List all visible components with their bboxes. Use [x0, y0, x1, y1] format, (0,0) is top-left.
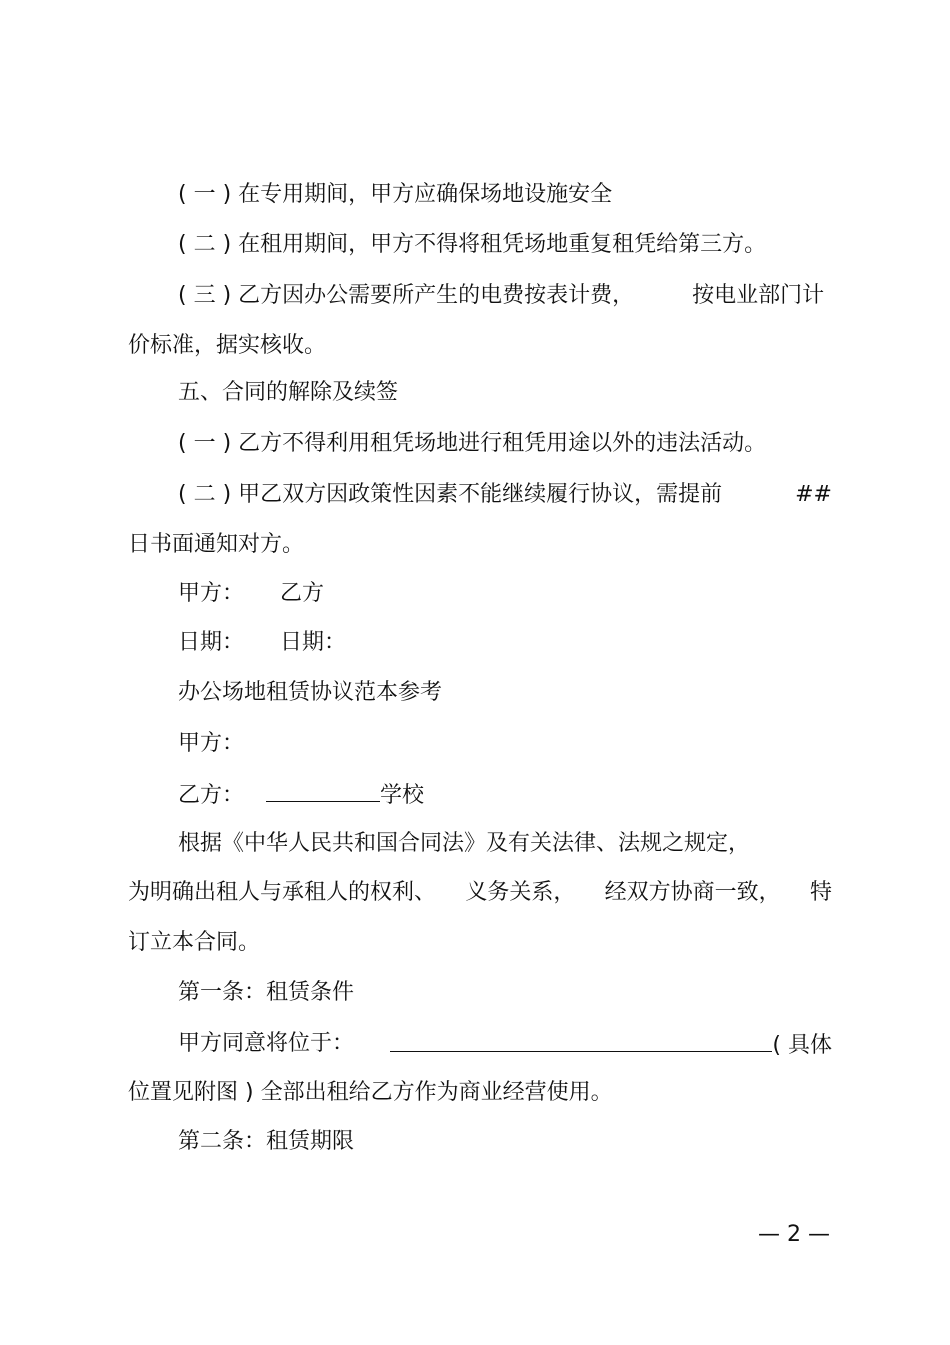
- article-1-continuation: 位置见附图 ) 全部出租给乙方作为商业经营使用。: [128, 1080, 613, 1105]
- signature-date-a: 日期：: [178, 630, 245, 655]
- clause-3-part-b: 按电业部门计: [692, 283, 825, 308]
- section-5-item-2-text: ( 二 ) 甲乙双方因政策性因素不能继续履行协议，需提前: [178, 482, 723, 507]
- page-number: — 2 —: [758, 1222, 830, 1247]
- agreement-title: 办公场地租赁协议范本参考: [178, 680, 443, 705]
- signature-party-b: 乙方: [280, 581, 325, 606]
- signature-date-b: 日期：: [280, 630, 347, 655]
- agreement-party-a: 甲方：: [178, 731, 245, 756]
- clause-3-part-a: ( 三 ) 乙方因办公需要所产生的电费按表计费，: [178, 283, 635, 308]
- clause-1: ( 一 ) 在专用期间，甲方应确保场地设施安全: [178, 182, 613, 207]
- preamble-part-3: 经双方协商一致，: [604, 880, 781, 905]
- section-5-title: 五、合同的解除及续签: [178, 380, 399, 405]
- article-1-text: [178, 1029, 832, 1061]
- preamble-part-2: 义务关系，: [465, 880, 576, 905]
- signature-parties: [178, 579, 832, 609]
- article-1-text-a: 甲方同意将位于：: [178, 1031, 355, 1056]
- section-5-item-1: ( 一 ) 乙方不得利用租凭场地进行租凭用途以外的违法活动。: [178, 431, 767, 456]
- article-1-title: 第一条：租赁条件: [178, 980, 355, 1005]
- preamble-line-3: 订立本合同。: [128, 930, 261, 955]
- preamble-line-1: 根据《中华人民共和国合同法》及有关法律、法规之规定，: [178, 831, 751, 856]
- preamble-part-1: 为明确出租人与承租人的权利、: [128, 880, 437, 905]
- agreement-party-b-suffix: 学校: [380, 783, 425, 808]
- signature-dates: [178, 628, 832, 658]
- section-5-item-2-continuation: 日书面通知对方。: [128, 532, 305, 557]
- article-1-text-b: ( 具体: [772, 1033, 832, 1058]
- agreement-party-b-label: 乙方：: [178, 783, 245, 808]
- agreement-party-b: [178, 779, 832, 811]
- article-2-title: 第二条：租赁期限: [178, 1129, 355, 1154]
- preamble-line-2: [128, 878, 832, 908]
- section-5-item-2: [178, 480, 832, 510]
- clause-3-continuation: 价标准，据实核收。: [128, 333, 327, 358]
- clause-2: ( 二 ) 在租用期间，甲方不得将租凭场地重复租凭给第三方。: [178, 232, 767, 257]
- school-name-blank: [266, 779, 380, 802]
- clause-3: [178, 281, 832, 311]
- section-5-item-2-days: ##: [795, 482, 832, 507]
- preamble-part-4: 特: [809, 880, 832, 905]
- signature-party-a: 甲方：: [178, 581, 245, 606]
- location-blank: [390, 1029, 772, 1052]
